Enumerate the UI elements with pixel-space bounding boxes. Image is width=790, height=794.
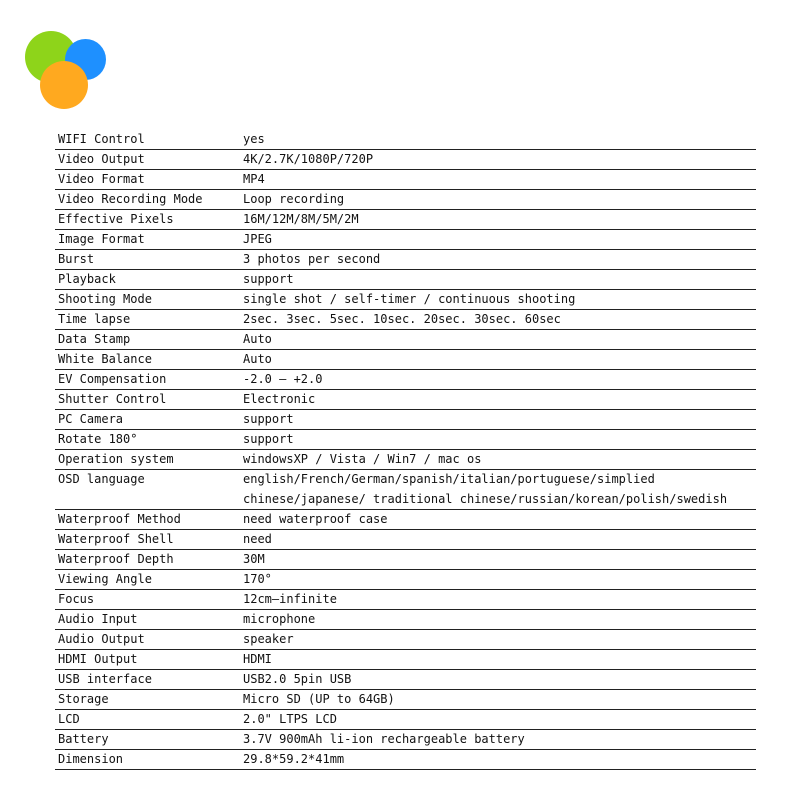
spec-label: Waterproof Depth — [55, 550, 240, 570]
spec-row — [55, 650, 756, 670]
spec-label: WIFI Control — [55, 130, 240, 150]
spec-value: JPEG — [240, 230, 756, 250]
spec-label: Burst — [55, 250, 240, 270]
spec-label: Waterproof Method — [55, 510, 240, 530]
spec-value: yes — [240, 130, 756, 150]
spec-value: 2.0" LTPS LCD — [240, 710, 756, 730]
spec-value: 4K/2.7K/1080P/720P — [240, 150, 756, 170]
spec-label: PC Camera — [55, 410, 240, 430]
spec-row — [55, 310, 756, 330]
spec-label: Data Stamp — [55, 330, 240, 350]
spec-label: Video Output — [55, 150, 240, 170]
spec-value: single shot / self-timer / continuous shooting — [240, 290, 756, 310]
logo-orange-circle — [40, 61, 88, 109]
spec-row — [55, 390, 756, 410]
spec-value: 30M — [240, 550, 756, 570]
spec-row — [55, 130, 756, 150]
spec-label: Focus — [55, 590, 240, 610]
spec-label: White Balance — [55, 350, 240, 370]
spec-value: windowsXP / Vista / Win7 / mac os — [240, 450, 756, 470]
spec-value: need waterproof case — [240, 510, 756, 530]
spec-row — [55, 150, 756, 170]
spec-value: english/French/German/spanish/italian/portuguese/simplied chinese/japanese/ traditional chinese/russian/korean/polish/swedish — [240, 470, 756, 510]
spec-label: Viewing Angle — [55, 570, 240, 590]
spec-row — [55, 190, 756, 210]
spec-row — [55, 370, 756, 390]
spec-label: Operation system — [55, 450, 240, 470]
spec-value: 12cm—infinite — [240, 590, 756, 610]
spec-value: 3.7V 900mAh li-ion rechargeable battery — [240, 730, 756, 750]
spec-label: Shooting Mode — [55, 290, 240, 310]
spec-row — [55, 330, 756, 350]
spec-label: Rotate 180° — [55, 430, 240, 450]
spec-value: 3 photos per second — [240, 250, 756, 270]
spec-row — [55, 530, 756, 550]
spec-row — [55, 590, 756, 610]
spec-value: 29.8*59.2*41mm — [240, 750, 756, 770]
spec-label: Effective Pixels — [55, 210, 240, 230]
spec-row — [55, 710, 756, 730]
spec-label: USB interface — [55, 670, 240, 690]
spec-label: EV Compensation — [55, 370, 240, 390]
spec-value: Micro SD (UP to 64GB) — [240, 690, 756, 710]
spec-row — [55, 250, 756, 270]
spec-row — [55, 170, 756, 190]
spec-value: MP4 — [240, 170, 756, 190]
spec-label: Shutter Control — [55, 390, 240, 410]
spec-value: support — [240, 410, 756, 430]
spec-label: Storage — [55, 690, 240, 710]
spec-row — [55, 690, 756, 710]
spec-label: LCD — [55, 710, 240, 730]
spec-value: Loop recording — [240, 190, 756, 210]
spec-row — [55, 230, 756, 250]
spec-value: support — [240, 270, 756, 290]
spec-label: Waterproof Shell — [55, 530, 240, 550]
spec-row — [55, 510, 756, 530]
spec-value: need — [240, 530, 756, 550]
spec-value: microphone — [240, 610, 756, 630]
spec-row — [55, 610, 756, 630]
spec-value: 16M/12M/8M/5M/2M — [240, 210, 756, 230]
spec-table-body — [55, 130, 756, 770]
spec-row — [55, 290, 756, 310]
spec-row — [55, 730, 756, 750]
spec-label: HDMI Output — [55, 650, 240, 670]
spec-row — [55, 470, 756, 510]
spec-row — [55, 670, 756, 690]
spec-row — [55, 570, 756, 590]
spec-value: 170° — [240, 570, 756, 590]
spec-row — [55, 630, 756, 650]
spec-label: Image Format — [55, 230, 240, 250]
spec-row — [55, 410, 756, 430]
spec-row — [55, 270, 756, 290]
spec-value: 2sec. 3sec. 5sec. 10sec. 20sec. 30sec. 60sec — [240, 310, 756, 330]
spec-value: speaker — [240, 630, 756, 650]
spec-value: Auto — [240, 330, 756, 350]
spec-row — [55, 350, 756, 370]
spec-value: support — [240, 430, 756, 450]
spec-label: Audio Output — [55, 630, 240, 650]
spec-table — [55, 130, 756, 770]
brand-logo — [0, 0, 120, 120]
spec-label: Audio Input — [55, 610, 240, 630]
spec-row — [55, 750, 756, 770]
spec-value: Auto — [240, 350, 756, 370]
spec-row — [55, 430, 756, 450]
spec-label: Playback — [55, 270, 240, 290]
spec-label: Video Format — [55, 170, 240, 190]
spec-row — [55, 450, 756, 470]
spec-label: Battery — [55, 730, 240, 750]
spec-value: -2.0 — +2.0 — [240, 370, 756, 390]
spec-value: USB2.0 5pin USB — [240, 670, 756, 690]
spec-value: HDMI — [240, 650, 756, 670]
spec-label: OSD language — [55, 470, 240, 510]
spec-label: Dimension — [55, 750, 240, 770]
spec-row — [55, 550, 756, 570]
spec-label: Video Recording Mode — [55, 190, 240, 210]
spec-value: Electronic — [240, 390, 756, 410]
spec-row — [55, 210, 756, 230]
spec-label: Time lapse — [55, 310, 240, 330]
